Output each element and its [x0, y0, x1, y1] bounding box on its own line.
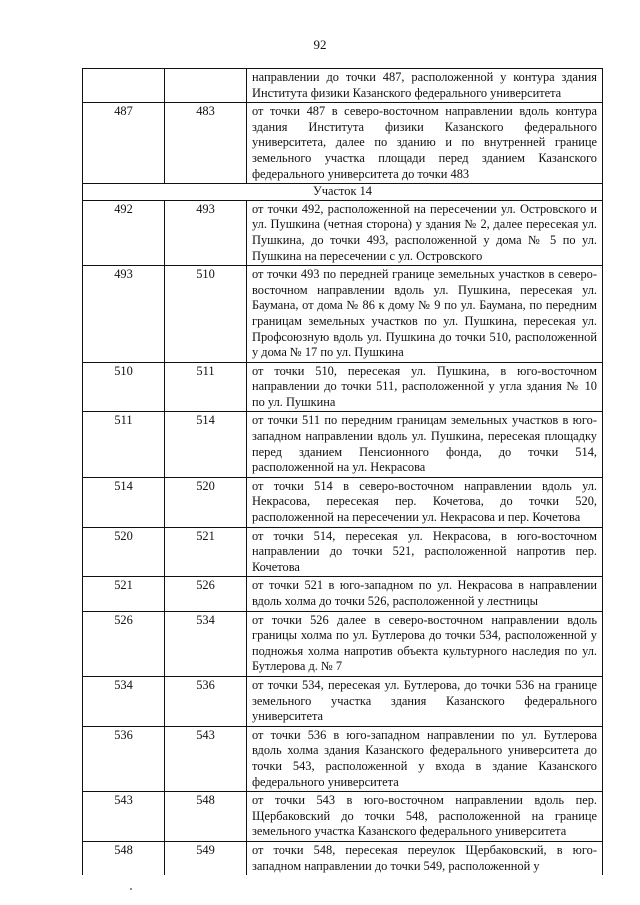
- point-to-cell: 493: [165, 200, 247, 265]
- point-to-cell: 483: [165, 103, 247, 184]
- point-to-cell: 536: [165, 676, 247, 726]
- point-to-cell: 534: [165, 611, 247, 676]
- route-description-cell: от точки 487 в северо-восточном направлении вдоль контура здания Института физики Казанского федерального университета, далее по зданию и по внутренней границе земельного участка площади перед зданием Казанского федерального университета до точки 483: [247, 103, 603, 184]
- route-description-cell: от точки 510, пересекая ул. Пушкина, в юго-восточном направлении до точки 511, расположенной у угла здания № 10 по ул. Пушкина: [247, 362, 603, 412]
- point-from-cell: 493: [83, 266, 165, 363]
- table-row: [83, 362, 603, 412]
- point-from-cell: 520: [83, 527, 165, 577]
- point-to-cell: 549: [165, 841, 247, 875]
- route-description-cell: направлении до точки 487, расположенной у контура здания Института физики Казанского федерального университета: [247, 69, 603, 103]
- point-from-cell: 510: [83, 362, 165, 412]
- page-number: 92: [313, 37, 327, 52]
- point-from-cell: [83, 69, 165, 103]
- point-from-cell: 526: [83, 611, 165, 676]
- route-description-cell: от точки 548, пересекая переулок Щербаковский, в юго-западном направлении до точки 549, расположенной у: [247, 841, 603, 875]
- point-to-cell: 520: [165, 477, 247, 527]
- section-header-row: [83, 184, 603, 201]
- point-to-cell: [165, 69, 247, 103]
- table-row: [83, 103, 603, 184]
- table-row: [83, 676, 603, 726]
- route-description-cell: от точки 514, пересекая ул. Некрасова, в юго-восточном направлении до точки 521, расположенной напротив пер. Кочетова: [247, 527, 603, 577]
- point-from-cell: 536: [83, 726, 165, 791]
- point-from-cell: 492: [83, 200, 165, 265]
- route-description-cell: от точки 536 в юго-западном направлении по ул. Бутлерова вдоль холма здания Казанского федерального университета до точки 543, расположенной у входа в здание Казанского федерального университета: [247, 726, 603, 791]
- boundary-points-table: [82, 68, 603, 875]
- route-description-cell: от точки 493 по передней границе земельных участков в северо-восточном направлении вдоль ул. Пушкина, пересекая ул. Баумана, от дома № 86 к дому № 9 по ул. Баумана, по передним границам земельных участков по ул. Пушкина, пересекая ул. Профсоюзную вдоль ул. Пушкина до точки 510, расположенной у дома № 17 по ул. Пушкина: [247, 266, 603, 363]
- point-to-cell: 526: [165, 577, 247, 611]
- point-to-cell: 510: [165, 266, 247, 363]
- route-description-cell: от точки 492, расположенной на пересечении ул. Островского и ул. Пушкина (четная сторона) у здания № 2, далее пересекая ул. Пушкина, до точки 493, расположенной у дома № 5 по ул. Пушкина на пересечении с ул. Островского: [247, 200, 603, 265]
- route-description-cell: от точки 514 в северо-восточном направлении вдоль ул. Некрасова, пересекая пер. Кочетова, до точки 520, расположенной на пересечении ул. Некрасова и пер. Кочетова: [247, 477, 603, 527]
- point-from-cell: 548: [83, 841, 165, 875]
- point-from-cell: 511: [83, 412, 165, 477]
- point-to-cell: 548: [165, 792, 247, 842]
- point-from-cell: 534: [83, 676, 165, 726]
- table-row: [83, 577, 603, 611]
- point-from-cell: 487: [83, 103, 165, 184]
- section-title: Участок 14: [83, 184, 603, 201]
- point-from-cell: 521: [83, 577, 165, 611]
- table-row: [83, 841, 603, 875]
- route-description-cell: от точки 534, пересекая ул. Бутлерова, до точки 536 на границе земельного участка здания Казанского федерального университета: [247, 676, 603, 726]
- point-to-cell: 514: [165, 412, 247, 477]
- route-description-cell: от точки 511 по передним границам земельных участков в юго-западном направлении вдоль ул. Пушкина, пересекая площадку перед зданием Пенсионного фонда, до точки 514, расположенной на ул. Некрасова: [247, 412, 603, 477]
- point-to-cell: 521: [165, 527, 247, 577]
- point-from-cell: 514: [83, 477, 165, 527]
- table-row: [83, 69, 603, 103]
- table-row: [83, 726, 603, 791]
- point-from-cell: 543: [83, 792, 165, 842]
- table-row: [83, 412, 603, 477]
- table-row: [83, 477, 603, 527]
- table-row: [83, 200, 603, 265]
- route-description-cell: от точки 543 в юго-восточном направлении вдоль пер. Щербаковский до точки 548, расположенной на границе земельного участка Казанского федерального университета: [247, 792, 603, 842]
- point-to-cell: 543: [165, 726, 247, 791]
- table-row: [83, 792, 603, 842]
- table-row: [83, 527, 603, 577]
- route-description-cell: от точки 526 далее в северо-восточном направлении вдоль границы холма по ул. Бутлерова до точки 534, расположенной у подножья холма напротив объекта культурного наследия по ул. Бутлерова д. № 7: [247, 611, 603, 676]
- route-description-cell: от точки 521 в юго-западном по ул. Некрасова в направлении вдоль холма до точки 526, расположенной у лестницы: [247, 577, 603, 611]
- table-row: [83, 266, 603, 363]
- table-row: [83, 611, 603, 676]
- scan-speck: [130, 888, 132, 890]
- point-to-cell: 511: [165, 362, 247, 412]
